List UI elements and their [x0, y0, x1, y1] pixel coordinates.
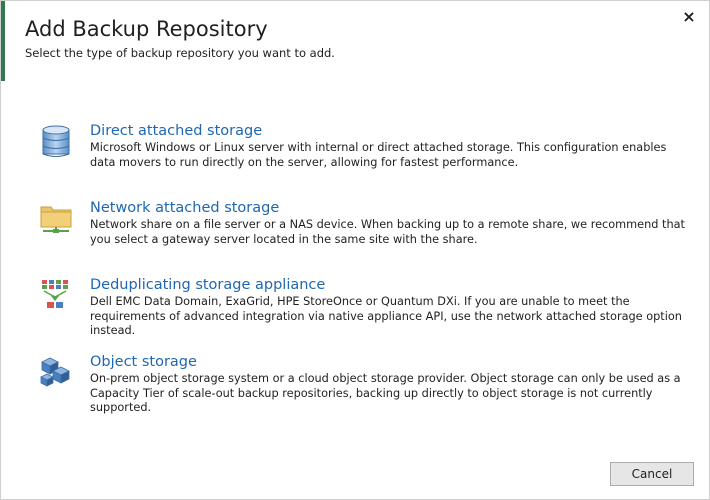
option-description: Dell EMC Data Domain, ExaGrid, HPE StoreOnce or Quantum DXi. If you are unable to meet the requirements of advanced integration via native appliance API, use the network attached storage option instead. — [90, 295, 682, 337]
dialog-title: Add Backup Repository — [25, 17, 268, 41]
option-text — [90, 198, 689, 247]
object-storage-icon — [39, 355, 73, 389]
close-button[interactable] — [679, 7, 699, 27]
option-text — [90, 352, 689, 416]
option-object-storage[interactable] — [39, 352, 689, 429]
database-icon — [39, 124, 73, 158]
dialog-subtitle: Select the type of backup repository you want to add. — [25, 46, 335, 60]
repository-type-list — [39, 121, 689, 429]
dedup-appliance-icon — [39, 278, 73, 312]
cancel-button[interactable]: Cancel — [610, 462, 694, 486]
option-text — [90, 121, 689, 170]
option-title[interactable]: Network attached storage — [90, 200, 280, 216]
dialog-header — [25, 15, 335, 60]
option-title[interactable]: Direct attached storage — [90, 123, 263, 139]
option-network-attached-storage[interactable] — [39, 198, 689, 275]
close-icon: × — [682, 7, 696, 26]
option-text — [90, 275, 689, 339]
option-description: Network share on a file server or a NAS device. When backing up to a remote share, we recommend that you select a gateway server located in the same site with the share. — [90, 218, 685, 246]
option-description: Microsoft Windows or Linux server with internal or direct attached storage. This configuration enables data movers to run directly on the server, allowing for fastest performance. — [90, 141, 667, 169]
option-description: On-prem object storage system or a cloud object storage provider. Object storage can only be used as a Capacity Tier of scale-out backup repositories, backing up directly to object storage is not currently supported. — [90, 372, 681, 414]
option-title[interactable]: Deduplicating storage appliance — [90, 277, 326, 293]
option-title[interactable]: Object storage — [90, 354, 197, 370]
option-deduplicating-storage-appliance[interactable] — [39, 275, 689, 352]
option-direct-attached-storage[interactable] — [39, 121, 689, 198]
network-folder-icon — [39, 201, 73, 235]
accent-bar — [1, 1, 5, 81]
